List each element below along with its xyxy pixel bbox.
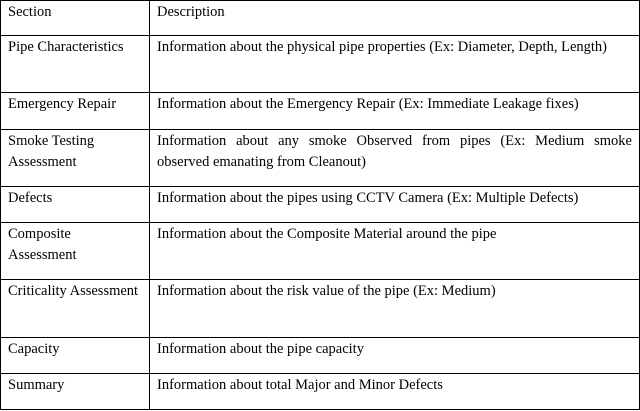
column-header-section: Section [1,1,150,36]
table-row [1,223,640,280]
section-cell: Summary [1,374,150,410]
table-header-row [1,1,640,36]
section-cell: Composite Assessment [1,223,150,280]
description-cell: Information about any smoke Observed from pipes (Ex: Medium smoke observed emanating from Cleanout) [150,130,640,187]
description-cell: Information about the pipe capacity [150,338,640,374]
description-cell: Information about the physical pipe properties (Ex: Diameter, Depth, Length) [150,36,640,93]
table-row [1,93,640,130]
section-cell: Capacity [1,338,150,374]
table-row [1,374,640,410]
table-row [1,130,640,187]
table-row [1,36,640,93]
section-cell: Smoke Testing Assessment [1,130,150,187]
description-cell: Information about the pipes using CCTV Camera (Ex: Multiple Defects) [150,187,640,223]
description-cell: Information about total Major and Minor Defects [150,374,640,410]
description-cell: Information about the risk value of the pipe (Ex: Medium) [150,280,640,338]
table-row [1,280,640,338]
column-header-description: Description [150,1,640,36]
section-cell: Defects [1,187,150,223]
table-row [1,338,640,374]
table-row [1,187,640,223]
description-cell: Information about the Emergency Repair (Ex: Immediate Leakage fixes) [150,93,640,130]
section-cell: Pipe Characteristics [1,36,150,93]
section-cell: Criticality Assessment [1,280,150,338]
description-cell: Information about the Composite Material around the pipe [150,223,640,280]
section-cell: Emergency Repair [1,93,150,130]
